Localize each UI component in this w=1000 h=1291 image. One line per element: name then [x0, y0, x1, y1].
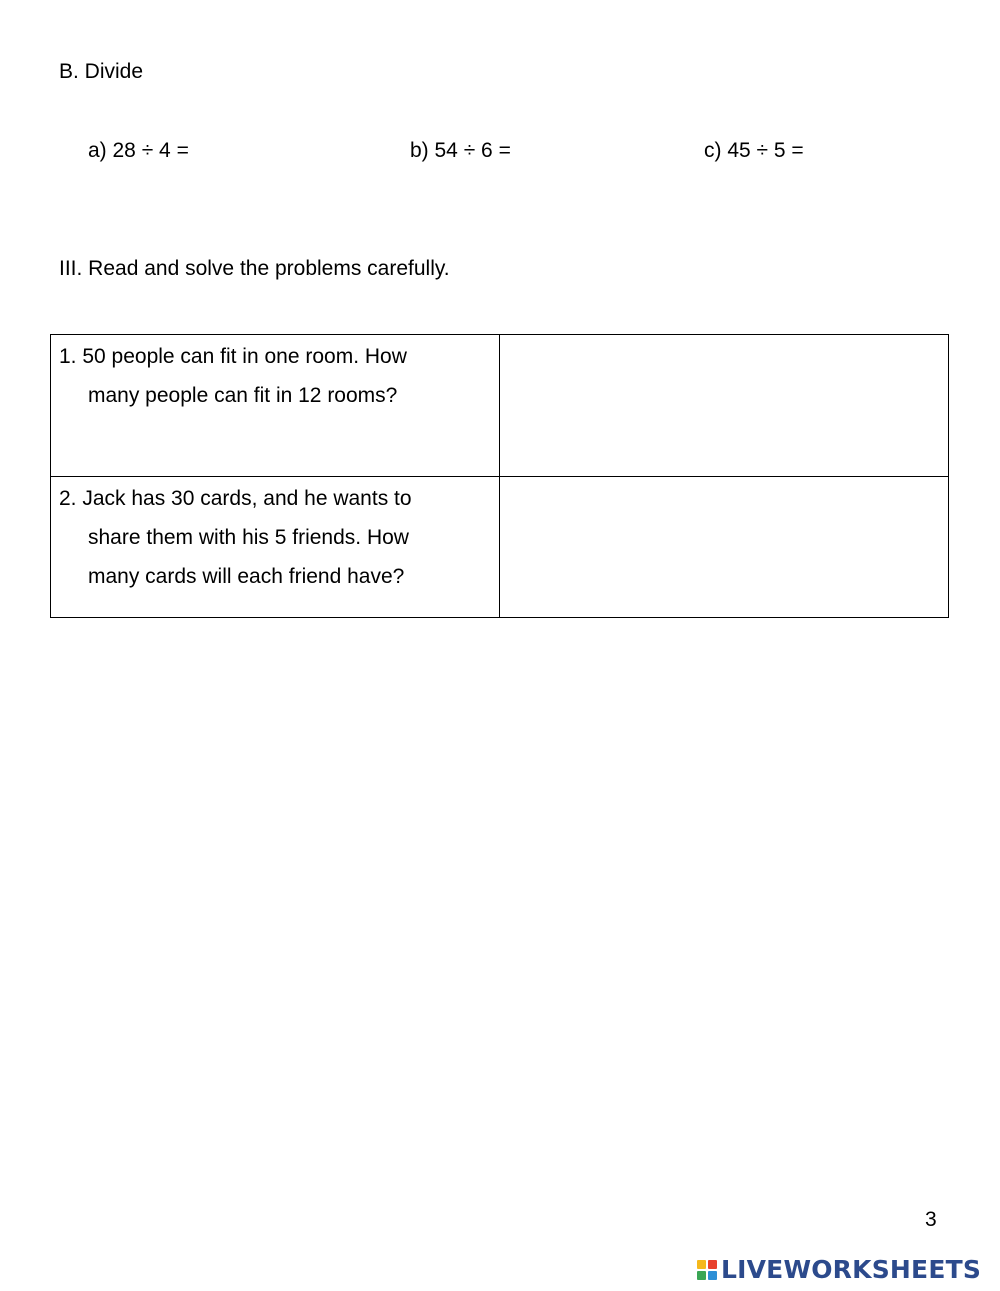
problem-2-cell: [51, 477, 500, 618]
table-row: [51, 335, 949, 477]
problem-1-answer-box[interactable]: [500, 335, 949, 477]
liveworksheets-logo[interactable]: [697, 1255, 981, 1285]
logo-blocks-icon: [697, 1260, 717, 1280]
problem-1-cell: [51, 335, 500, 477]
logo-block: [697, 1271, 706, 1280]
table-row: [51, 477, 949, 618]
exercise-c: c) 45 ÷ 5 =: [704, 139, 804, 162]
problem-1-line-2: many people can fit in 12 rooms?: [88, 384, 398, 407]
logo-text: LIVEWORKSHEETS: [721, 1255, 982, 1284]
exercise-b: b) 54 ÷ 6 =: [410, 139, 511, 162]
problem-2-line-3: many cards will each friend have?: [88, 565, 405, 588]
word-problem-table: [50, 334, 949, 618]
problem-2-answer-box[interactable]: [500, 477, 949, 618]
exercise-a: a) 28 ÷ 4 =: [88, 139, 189, 162]
section-iii-instructions: III. Read and solve the problems carefully.: [59, 257, 450, 280]
logo-block: [708, 1271, 717, 1280]
problem-2-line-2: share them with his 5 friends. How: [88, 526, 409, 549]
page-number: 3: [925, 1208, 937, 1231]
logo-block: [697, 1260, 706, 1269]
problem-2-line-1: 2. Jack has 30 cards, and he wants to: [59, 487, 412, 510]
logo-block: [708, 1260, 717, 1269]
problem-1-line-1: 1. 50 people can fit in one room. How: [59, 345, 407, 368]
section-b-title: B. Divide: [59, 60, 144, 83]
